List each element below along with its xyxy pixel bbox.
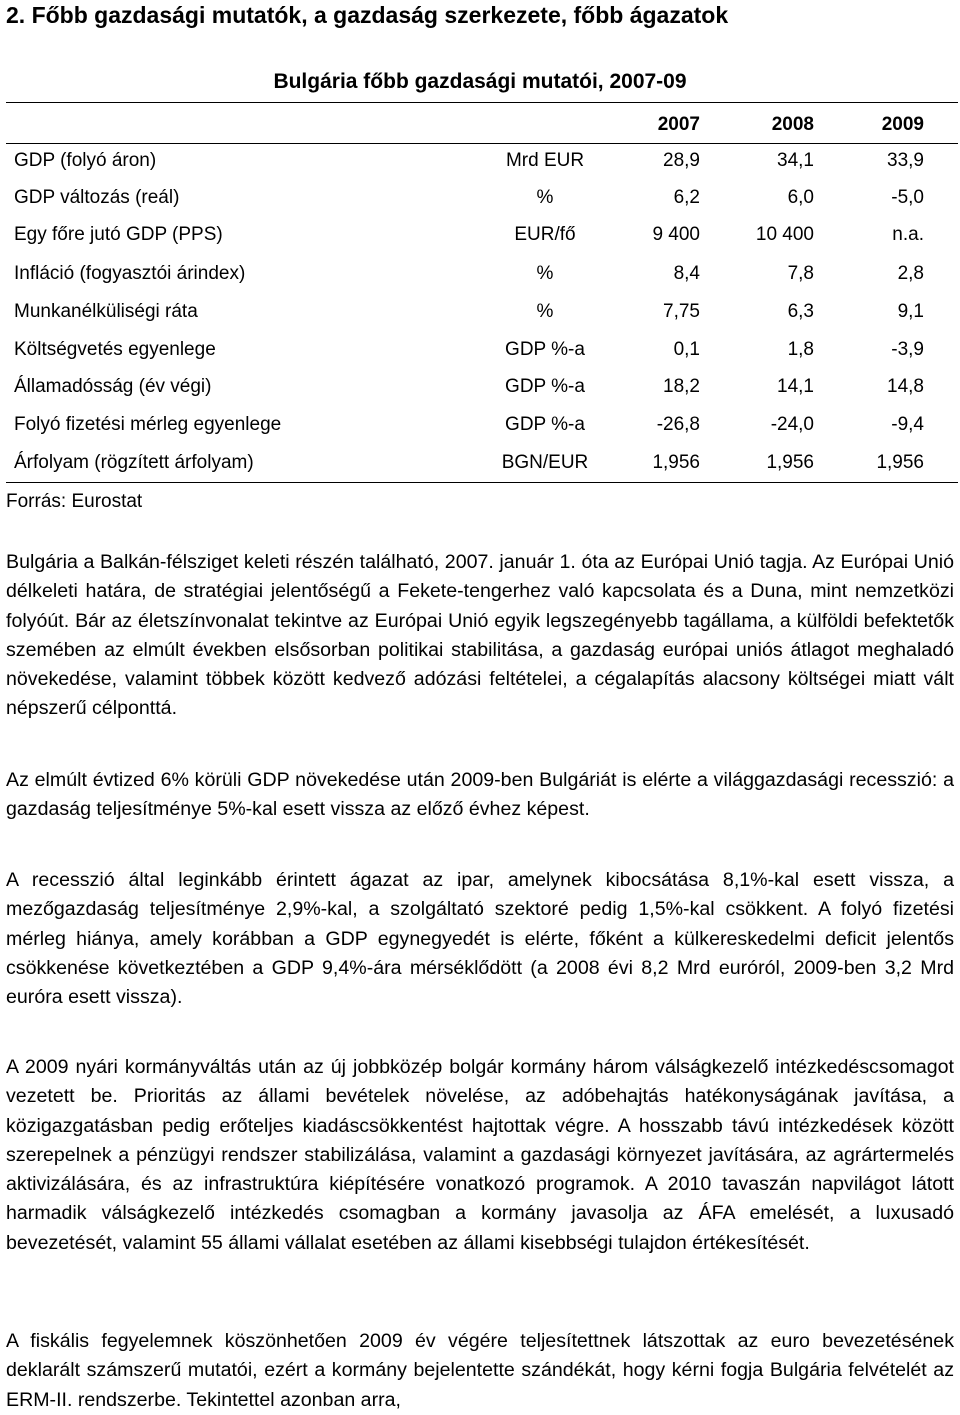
row-value: 14,8 — [887, 376, 924, 397]
body-paragraph: A recesszió által leginkább érintett ágazat az ipar, amelynek kibocsátása 8,1%-kal esett vissza, a mezőgazdaság teljesítménye 2,9%-kal, a szolgáltató szektoré pedig 1,5%-kal csökkent. A folyó fizetési mérleg hiánya, amely korábban a GDP egynegyedét is elérte, főként a külkereskedelmi deficit jelentős csökkenése következtében a GDP 9,4%-ára mérséklődött (a 2008 évi 8,2 Mrd euróról, 2009-ben 3,2 Mrd euróra esett vissza). — [6, 869, 954, 1009]
body-paragraph: A fiskális fegyelemnek köszönhetően 2009 év végére teljesítettnek látszottak az euro bevezetésének deklarált számszerű mutatói, ezért a kormány bejelentette szándékát, hogy kérni fogja Bulgária felvételét az ERM-II. rendszerbe. Tekintettel azonban arra, — [6, 1330, 954, 1411]
row-value: 6,2 — [673, 187, 700, 208]
row-value: 18,2 — [663, 376, 700, 397]
table-bottom-rule — [6, 482, 958, 483]
row-unit: BGN/EUR — [501, 452, 589, 473]
row-unit: GDP %-a — [505, 414, 585, 435]
row-value: 9 400 — [652, 224, 700, 245]
row-value: 0,1 — [673, 339, 700, 360]
row-value: 2,8 — [897, 263, 924, 284]
row-label: GDP (folyó áron) — [14, 150, 157, 171]
row-unit: % — [536, 263, 554, 284]
row-value: 10 400 — [755, 224, 814, 245]
row-value: 1,8 — [787, 339, 814, 360]
row-value: 1,956 — [876, 452, 924, 473]
row-value: 28,9 — [663, 150, 700, 171]
row-value: -26,8 — [656, 414, 700, 435]
row-label: Egy főre jutó GDP (PPS) — [14, 224, 223, 245]
row-value: 6,3 — [787, 301, 814, 322]
year-header: 2007 — [657, 114, 700, 135]
table-row — [0, 255, 960, 293]
row-value: 14,1 — [777, 376, 814, 397]
row-value: 7,75 — [663, 301, 700, 322]
table-row — [0, 216, 960, 254]
section-title: 2. Főbb gazdasági mutatók, a gazdaság szerkezete, főbb ágazatok — [6, 2, 729, 28]
table-row — [0, 179, 960, 217]
body-paragraph: Az elmúlt évtized 6% körüli GDP növekedése után 2009-ben Bulgáriát is elérte a világgazdasági recesszió: a gazdaság teljesítménye 5%-kal esett vissza az előző évhez képest. — [6, 769, 954, 821]
row-value: 1,956 — [766, 452, 814, 473]
row-label: Infláció (fogyasztói árindex) — [14, 263, 246, 284]
row-label: Költségvetés egyenlege — [14, 339, 216, 360]
row-value: 9,1 — [897, 301, 924, 322]
row-value: 34,1 — [777, 150, 814, 171]
table-source: Forrás: Eurostat — [6, 491, 143, 512]
table-row — [0, 368, 960, 406]
body-paragraph: A 2009 nyári kormányváltás után az új jobbközép bolgár kormány három válságkezelő intézkedéscsomagot vezetett be. Prioritás az állami bevételek növelése, az adóbehajtás hatékonyságának javítása, a közigazgatásban pedig erőteljes kiadáscsökkentést hajtottak végre. A hosszabb távú intézkedések között szerepelnek a pénzügyi rendszer stabilizálása, valamint a gazdasági környezet javítására, az agrártermelés aktivizálására, és az infrastruktúra kiépítésére vonatkozó programok. A 2010 tavaszán napvilágot látott harmadik válságkezelő intézkedés csomagban a kormány javasolja az ÁFA emelését, a luxusadó bevezetését, valamint 55 állami vállalat esetében az állami kisebbségi tulajdon értékesítését. — [6, 1056, 954, 1254]
row-unit: % — [536, 301, 554, 322]
row-label: Árfolyam (rögzített árfolyam) — [14, 452, 254, 473]
table-top-rule — [6, 102, 958, 103]
table-row — [0, 142, 960, 180]
row-label: Folyó fizetési mérleg egyenlege — [14, 414, 282, 435]
row-label: Munkanélküliségi ráta — [14, 301, 198, 322]
row-value: -5,0 — [891, 187, 924, 208]
row-value: 8,4 — [673, 263, 700, 284]
row-value: 33,9 — [887, 150, 924, 171]
row-label: Államadósság (év végi) — [14, 376, 212, 397]
year-header: 2009 — [881, 114, 924, 135]
row-unit: GDP %-a — [505, 339, 585, 360]
row-value: 1,956 — [652, 452, 700, 473]
table-row — [0, 444, 960, 482]
table-header-row — [0, 106, 960, 144]
row-value: 6,0 — [787, 187, 814, 208]
row-value: -9,4 — [891, 414, 924, 435]
row-value: 7,8 — [787, 263, 814, 284]
year-header: 2008 — [771, 114, 814, 135]
row-unit: GDP %-a — [505, 376, 585, 397]
body-paragraph: Bulgária a Balkán-félsziget keleti részén található, 2007. január 1. óta az Európai Unió tagja. Az Európai Unió délkeleti határa, de stratégiai jelentőségű a Fekete-tengerhez való kapcsolata és a Duna, mint nemzetközi folyóút. Bár az életszínvonalat tekintve az Európai Unió egyik legszegényebb tagállama, a külföldi befektetők szemében az elmúlt években elsősorban politikai stabilitása, a gazdaság európai uniós átlagot meghaladó növekedése, valamint többek között kedvező adózási feltételei, a cégalapítás alacsony költségei miatt vált népszerű célponttá. — [6, 551, 954, 720]
row-value: -24,0 — [770, 414, 814, 435]
table-row — [0, 331, 960, 369]
row-unit: EUR/fő — [514, 224, 576, 245]
row-value: n.a. — [892, 224, 924, 245]
table-row — [0, 406, 960, 444]
row-label: GDP változás (reál) — [14, 187, 180, 208]
table-row — [0, 293, 960, 331]
table-title: Bulgária főbb gazdasági mutatói, 2007-09 — [273, 70, 687, 93]
row-unit: % — [536, 187, 554, 208]
row-unit: Mrd EUR — [505, 150, 585, 171]
row-value: -3,9 — [891, 339, 924, 360]
